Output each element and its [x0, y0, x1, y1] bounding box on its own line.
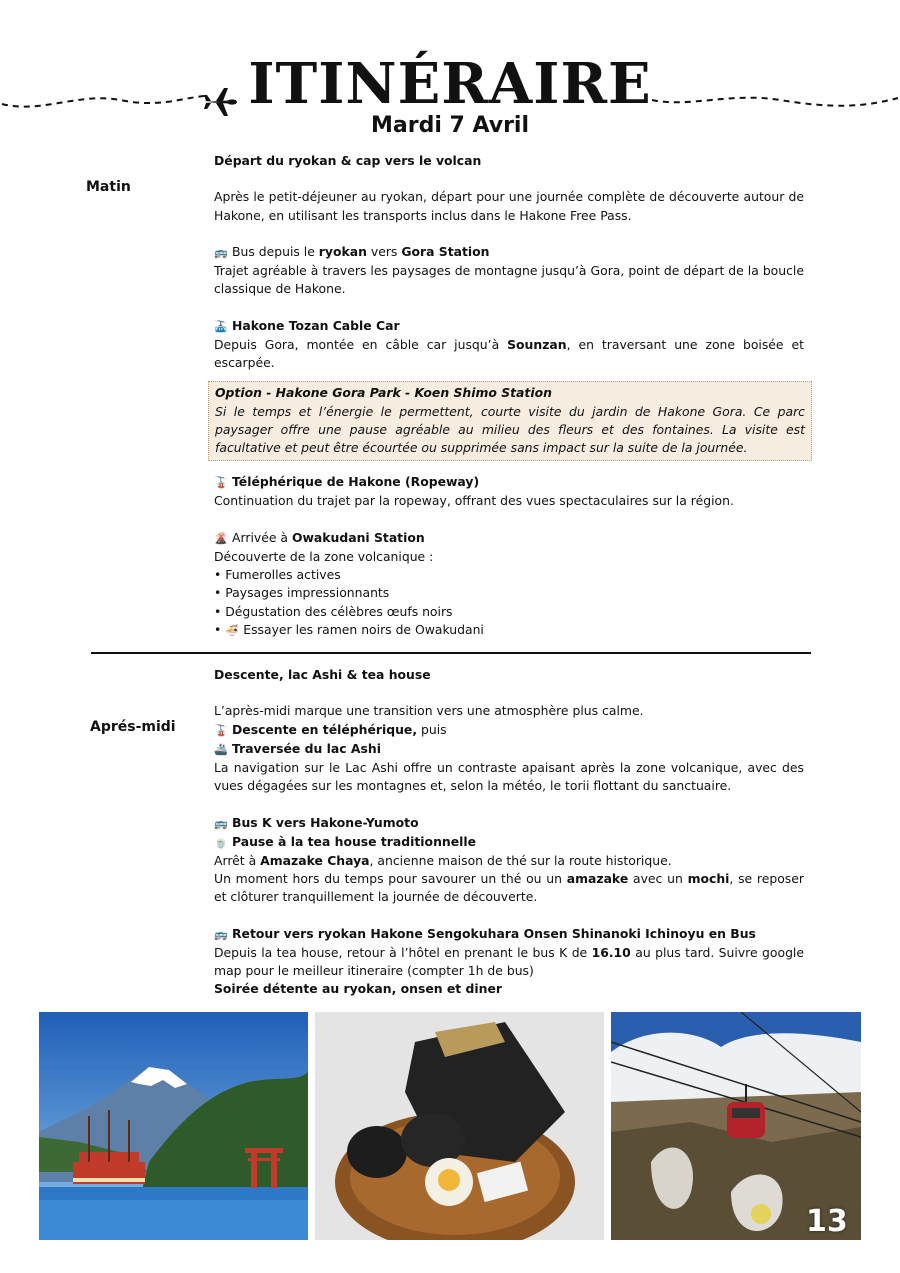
- tea-icon: 🍵: [214, 835, 228, 849]
- afternoon-label: Aprés-midi: [90, 719, 176, 735]
- page-number: 13: [806, 1204, 848, 1239]
- aerial-tramway-icon: 🚡: [214, 723, 228, 737]
- evening-line: Soirée détente au ryokan, onsen et diner: [214, 981, 502, 997]
- photo-black-eggs: [315, 1012, 604, 1240]
- lake-description: La navigation sur le Lac Ashi offre un contraste apaisant après la zone volcanique, avec des vues dégagées sur les montagnes et, selon la météo, le torii flottant du sanctuaire.: [214, 760, 804, 794]
- page-title: ITINÉRAIRE: [248, 51, 652, 117]
- bus-description: Trajet agréable à travers les paysages de montagne jusqu’à Gora, point de départ de la boucle classique de Hakone.: [214, 263, 804, 297]
- morning-label: Matin: [86, 179, 131, 195]
- ship-icon: 🚢: [214, 742, 228, 756]
- section-divider: [91, 652, 811, 654]
- volcano-icon: 🌋: [214, 531, 228, 545]
- cable-car-icon: 🚠: [214, 319, 228, 333]
- cable-car-title-line: 🚠 Hakone Tozan Cable Car: [214, 317, 804, 336]
- tea-house-title-line: 🍵 Pause à la tea house traditionnelle: [214, 833, 804, 852]
- morning-intro: Après le petit-déjeuner au ryokan, départ pour une journée complète de découverte autour de Hakone, en utilisant les transports inclus dans le Hakone Free Pass.: [214, 189, 804, 223]
- afternoon-heading: Descente, lac Ashi & tea house: [214, 667, 431, 682]
- option-box: [208, 381, 812, 461]
- bus-icon: 🚌: [214, 927, 228, 941]
- bus-icon: 🚌: [214, 816, 228, 830]
- cable-car-description: Depuis Gora, montée en câble car jusqu’à Sounzan, en traversant une zone boisée et escarpée.: [214, 336, 804, 371]
- tea-house-line-2: Un moment hors du temps pour savourer un thé ou un amazake avec un mochi, se reposer et clôturer tranquillement la journée de découverte.: [214, 871, 804, 905]
- list-item: • Dégustation des célèbres œufs noirs: [214, 603, 804, 621]
- descent-line: 🚡 Descente en téléphérique, puis: [214, 721, 804, 740]
- ropeway-title-line: 🚡 Téléphérique de Hakone (Ropeway): [214, 473, 804, 492]
- aerial-tramway-icon: 🚡: [214, 476, 228, 490]
- morning-heading: Départ du ryokan & cap vers le volcan: [214, 153, 482, 168]
- morning-section: [214, 152, 804, 640]
- lake-title-line: 🚢 Traversée du lac Ashi: [214, 740, 804, 759]
- page-subtitle: Mardi 7 Avril: [370, 113, 530, 138]
- bus-icon: 🚌: [214, 245, 228, 259]
- list-item: • Paysages impressionnants: [214, 584, 804, 602]
- owakudani-line: 🌋 Arrivée à Owakudani Station: [214, 529, 804, 548]
- owakudani-description: Découverte de la zone volcanique :: [214, 549, 434, 564]
- return-title-line: 🚌 Retour vers ryokan Hakone Sengokuhara Onsen Shinanoki Ichinoyu en Bus: [214, 925, 804, 944]
- tea-house-line-1: Arrêt à Amazake Chaya, ancienne maison de thé sur la route historique.: [214, 853, 672, 868]
- list-item: • Fumerolles actives: [214, 566, 804, 584]
- owakudani-bullets: [214, 566, 804, 640]
- bus-k-line: 🚌 Bus K vers Hakone-Yumoto: [214, 814, 804, 833]
- option-title: Option - Hakone Gora Park - Koen Shimo Station: [215, 385, 552, 401]
- list-item: • 🍜 Essayer les ramen noirs de Owakudani: [214, 621, 804, 640]
- afternoon-intro: L’après-midi marque une transition vers une atmosphère plus calme.: [214, 703, 644, 719]
- afternoon-section: [214, 666, 804, 999]
- ramen-icon: 🍜: [225, 623, 240, 637]
- option-text: Si le temps et l’énergie le permettent, courte visite du jardin de Hakone Gora. Ce parc paysager offre une pause agréable au milieu des fleurs et des fontaines. La visite est facultative et peut être écourtée ou supprimée sans impact sur la suite de la journée.: [215, 403, 805, 455]
- ropeway-description: Continuation du trajet par la ropeway, offrant des vues spectaculaires sur la région.: [214, 493, 734, 509]
- bus-line: 🚌 Bus depuis le ryokan vers Gora Station: [214, 243, 804, 262]
- return-description: Depuis la tea house, retour à l’hôtel en prenant le bus K de 16.10 au plus tard. Suivre google map pour le meilleur itineraire (compter 1h de bus): [214, 945, 804, 979]
- photo-mount-fuji-lake-ashi: [39, 1012, 308, 1240]
